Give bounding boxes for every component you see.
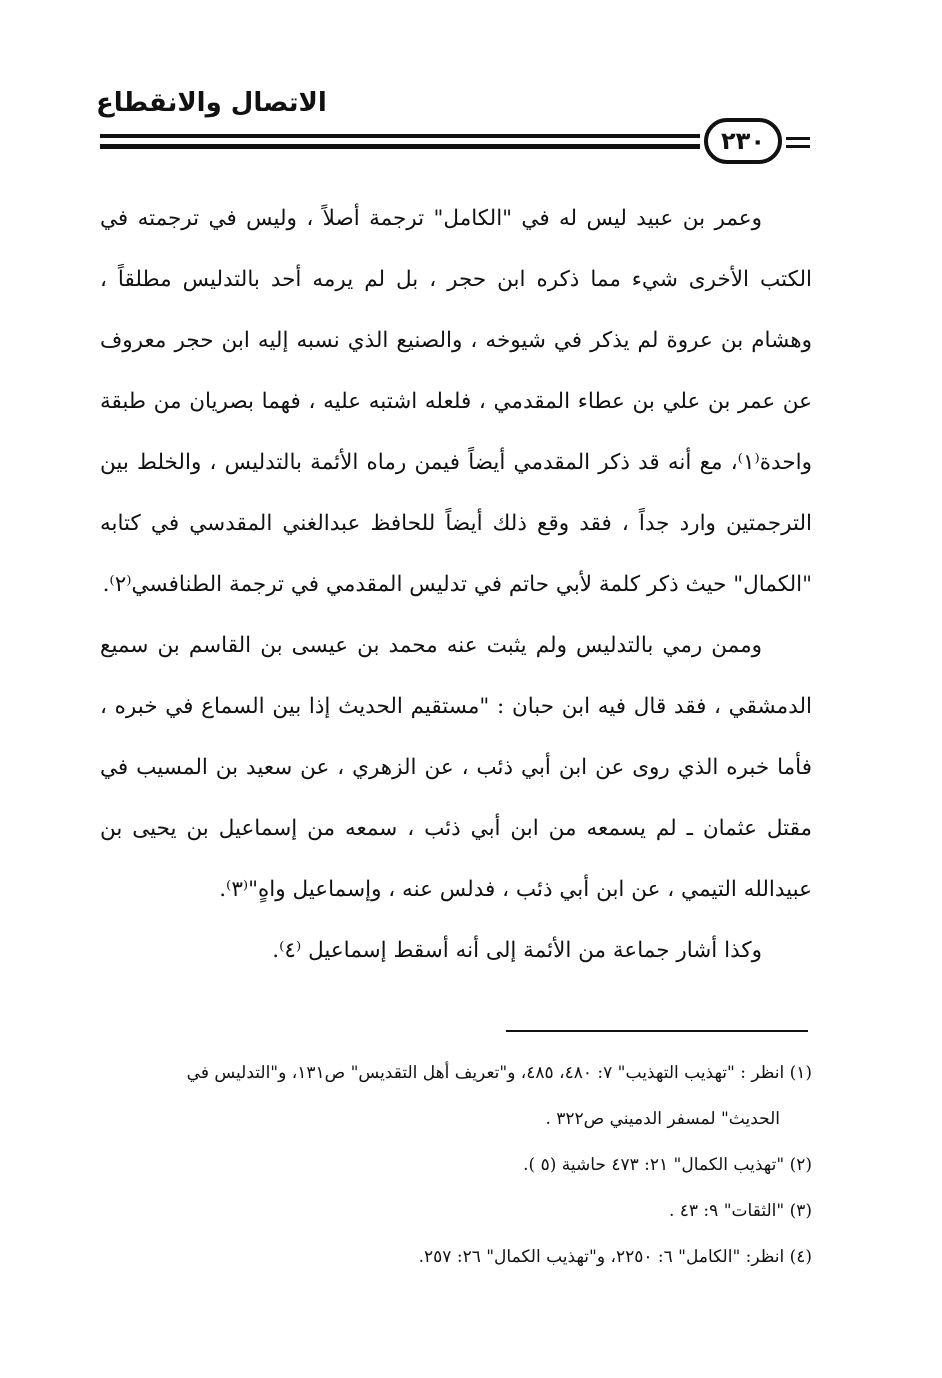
paragraph: وممن رمي بالتدليس ولم يثبت عنه محمد بن عيسى بن القاسم بن سميع الدمشقي ، فقد قال فيه ابن حبان : "مستقيم الحديث إذا بين السماع في خبره ، فأما خبره الذي روى عن ابن أبي ذئب ، عن الزهري ، عن سعيد بن المسيب في مقتل عثمان ـ لم يسمعه من ابن أبي ذئب ، سمعه من إسماعيل بن يحيى بن عبيدالله التيمي ، عن ابن أبي ذئب ، فدلس عنه ، وإسماعيل واهٍ"⁽٣⁾. <box>100 633 812 902</box>
main-text <box>100 188 812 981</box>
paragraph: وكذا أشار جماعة من الأئمة إلى أنه أسقط إسماعيل ⁽٤⁾. <box>272 938 762 963</box>
header-rule-short <box>786 145 810 148</box>
paragraph: وعمر بن عبيد ليس له في "الكامل" ترجمة أصلاً ، وليس في ترجمته في الكتب الأخرى شيء مما ذكره ابن حجر ، بل لم يرمه أحد بالتدليس مطلقاً ، وهشام بن عروة لم يذكر في شيوخه ، والصنيع الذي نسبه إليه ابن حجر معروف عن عمر بن علي بن عطاء المقدمي ، فلعله اشتبه عليه ، فهما بصريان من طبقة واحدة⁽١⁾، مع أنه قد ذكر المقدمي أيضاً فيمن رماه الأئمة بالتدليس ، والخلط بين الترجمتين وارد جداً ، فقد وقع ذلك أيضاً للحافظ عبدالغني المقدسي في كتابه "الكمال" حيث ذكر كلمة لأبي حاتم في تدليس المقدمي في ترجمة الطنافسي⁽٢⁾. <box>100 206 812 597</box>
footnote-3: (٣) "الثقات" ٩: ٤٣ . <box>668 1201 812 1221</box>
header-rule-short <box>786 137 810 140</box>
footnote-1-continued: الحديث" لمسفر الدميني ص٣٢٢ . <box>545 1109 780 1129</box>
footnote-1: (١) انظر : "تهذيب التهذيب" ٧: ٤٨٠، ٤٨٥، و"تعريف أهل التقديس" ص١٣١، و"التدليس في <box>186 1063 812 1083</box>
footnote-2: (٢) "تهذيب الكمال" ٢١: ٤٧٣ حاشية (٥ ). <box>523 1155 812 1175</box>
running-title: الاتصال والانقطاع <box>96 88 327 118</box>
footnotes <box>100 1050 812 1280</box>
footnote-4: (٤) انظر: "الكامل" ٦: ٢٢٥٠، و"تهذيب الكمال" ٢٦: ٢٥٧. <box>418 1247 812 1267</box>
header-rule <box>100 144 700 149</box>
header-rule <box>100 134 700 138</box>
footnote-separator <box>506 1030 808 1032</box>
page-number: ٢٣٠ <box>704 118 782 164</box>
